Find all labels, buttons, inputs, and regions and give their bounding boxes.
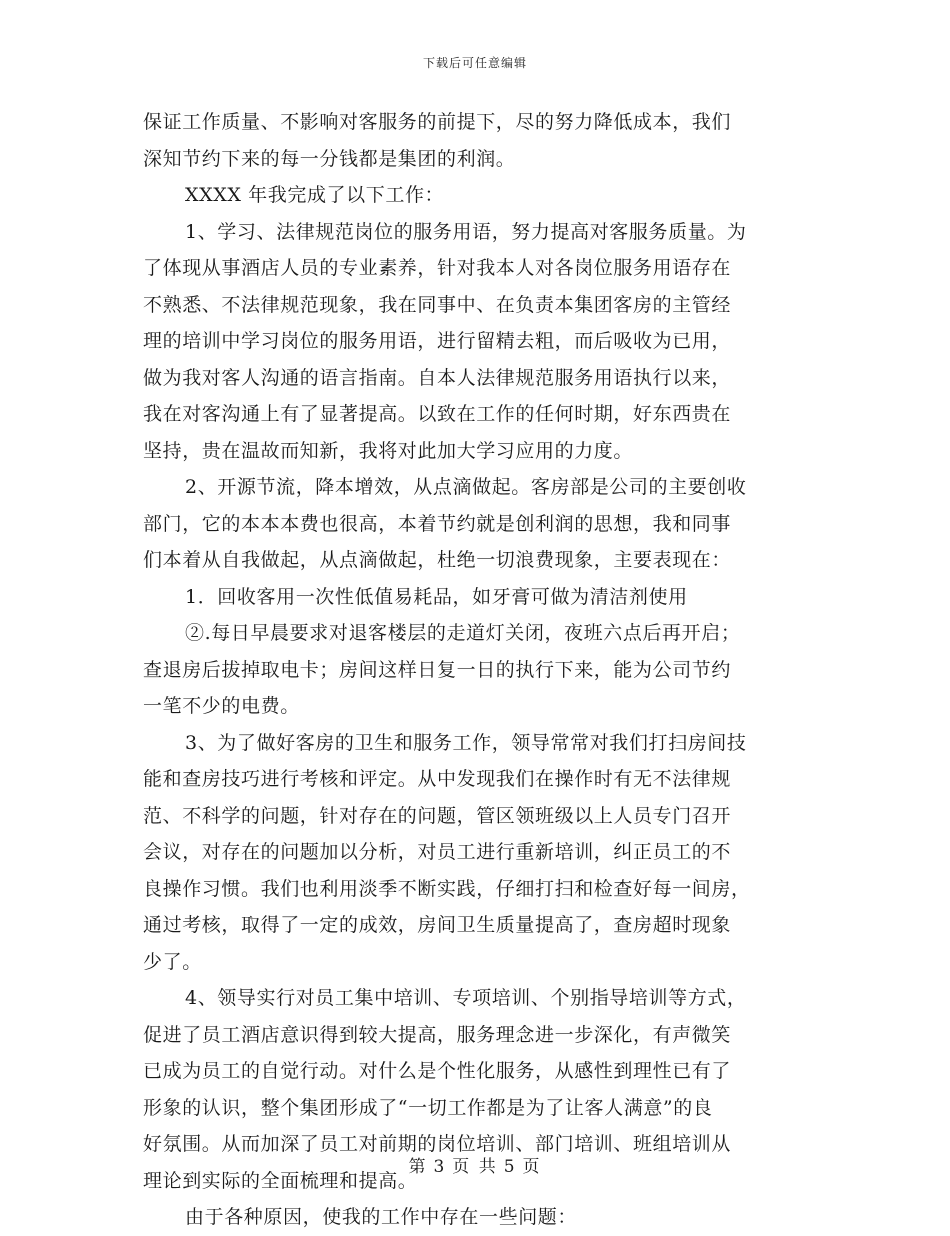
text-line: 好氛围。从而加深了员工对前期的岗位培训、部门培训、班组培训从 <box>143 1133 732 1155</box>
page-header: 下载后可任意编辑 <box>422 56 527 70</box>
text-line: 部门，它的本本本费也很高，本着节约就是创利润的思想，我和同事 <box>143 512 732 535</box>
footer-prefix: 第 <box>408 1157 428 1177</box>
text-line: 促进了员工酒店意识得到较大提高，服务理念进一步深化，有声微笑 <box>143 1023 732 1046</box>
footer-current-page: 3 <box>433 1157 447 1177</box>
text-line: 深知节约下来的每一分钱都是集团的利润。 <box>143 147 516 170</box>
text-line: 了体现从事酒店人员的专业素养，针对我本人对各岗位服务用语存在 <box>143 257 732 279</box>
text-line: 3、为了做好客房的卫生和服务工作，领导常常对我们打扫房间技 <box>185 731 747 754</box>
text-line: 我在对客沟通上有了显著提高。以致在工作的任何时期，好东西贵在 <box>143 403 732 425</box>
text-line: 形象的认识，整个集团形成了“一切工作都是为了让客人满意”的良 <box>143 1096 713 1119</box>
text-line: 由于各种原因，使我的工作中存在一些问题： <box>185 1206 578 1228</box>
text-line: 做为我对客人沟通的语言指南。自本人法律规范服务用语执行以来， <box>143 366 732 389</box>
text-line: 理论到实际的全面梳理和提高。 <box>143 1169 418 1192</box>
footer-total-pages: 5 <box>503 1157 517 1177</box>
text-line: 会议，对存在的问题加以分析，对员工进行重新培训，纠正员工的不 <box>143 841 732 863</box>
text-line: 1、学习、法律规范岗位的服务用语，努力提高对客服务质量。为 <box>185 220 747 243</box>
document-body <box>143 104 823 1236</box>
text-line: 4、领导实行对员工集中培训、专项培训、个别指导培训等方式， <box>185 987 747 1009</box>
text-line: 保证工作质量、不影响对客服务的前提下，尽的努力降低成本，我们 <box>143 111 732 133</box>
text-line: 能和查房技巧进行考核和评定。从中发现我们在操作时有无不法律规 <box>143 768 732 790</box>
text-line: ②.每日早晨要求对退客楼层的走道灯关闭，夜班六点后再开启； <box>185 622 741 644</box>
text-line: 范、不科学的问题，针对存在的问题，管区领班级以上人员专门召开 <box>143 804 732 827</box>
text-line: 不熟悉、不法律规范现象，我在同事中、在负责本集团客房的主管经 <box>143 293 732 316</box>
text-line: 良操作习惯。我们也利用淡季不断实践，仔细打扫和检查好每一间房， <box>143 877 751 900</box>
text-line: 2、开源节流，降本增效，从点滴做起。客房部是公司的主要创收 <box>185 476 747 498</box>
text-line: 一笔不少的电费。 <box>143 695 300 717</box>
text-line: 已成为员工的自觉行动。对什么是个性化服务，从感性到理性已有了 <box>143 1060 732 1082</box>
footer-middle: 页 共 <box>452 1157 498 1177</box>
text-line: 们本着从自我做起，从点滴做起，杜绝一切浪费现象，主要表现在： <box>143 549 732 571</box>
footer-suffix: 页 <box>522 1157 542 1177</box>
text-line: 查退房后拔掉取电卡；房间这样日复一日的执行下来，能为公司节约 <box>143 658 732 681</box>
text-line: XXXX 年我完成了以下工作： <box>185 184 445 206</box>
page-footer <box>0 1152 950 1177</box>
text-line: 少了。 <box>143 950 202 973</box>
text-line: 理的培训中学习岗位的服务用语，进行留精去粗，而后吸收为已用， <box>143 330 732 352</box>
text-line: 1．回收客用一次性低值易耗品，如牙膏可做为清洁剂使用 <box>185 585 688 608</box>
text-line: 通过考核，取得了一定的成效，房间卫生质量提高了，查房超时现象 <box>143 914 732 936</box>
text-line: 坚持，贵在温故而知新，我将对此加大学习应用的力度。 <box>143 439 634 462</box>
